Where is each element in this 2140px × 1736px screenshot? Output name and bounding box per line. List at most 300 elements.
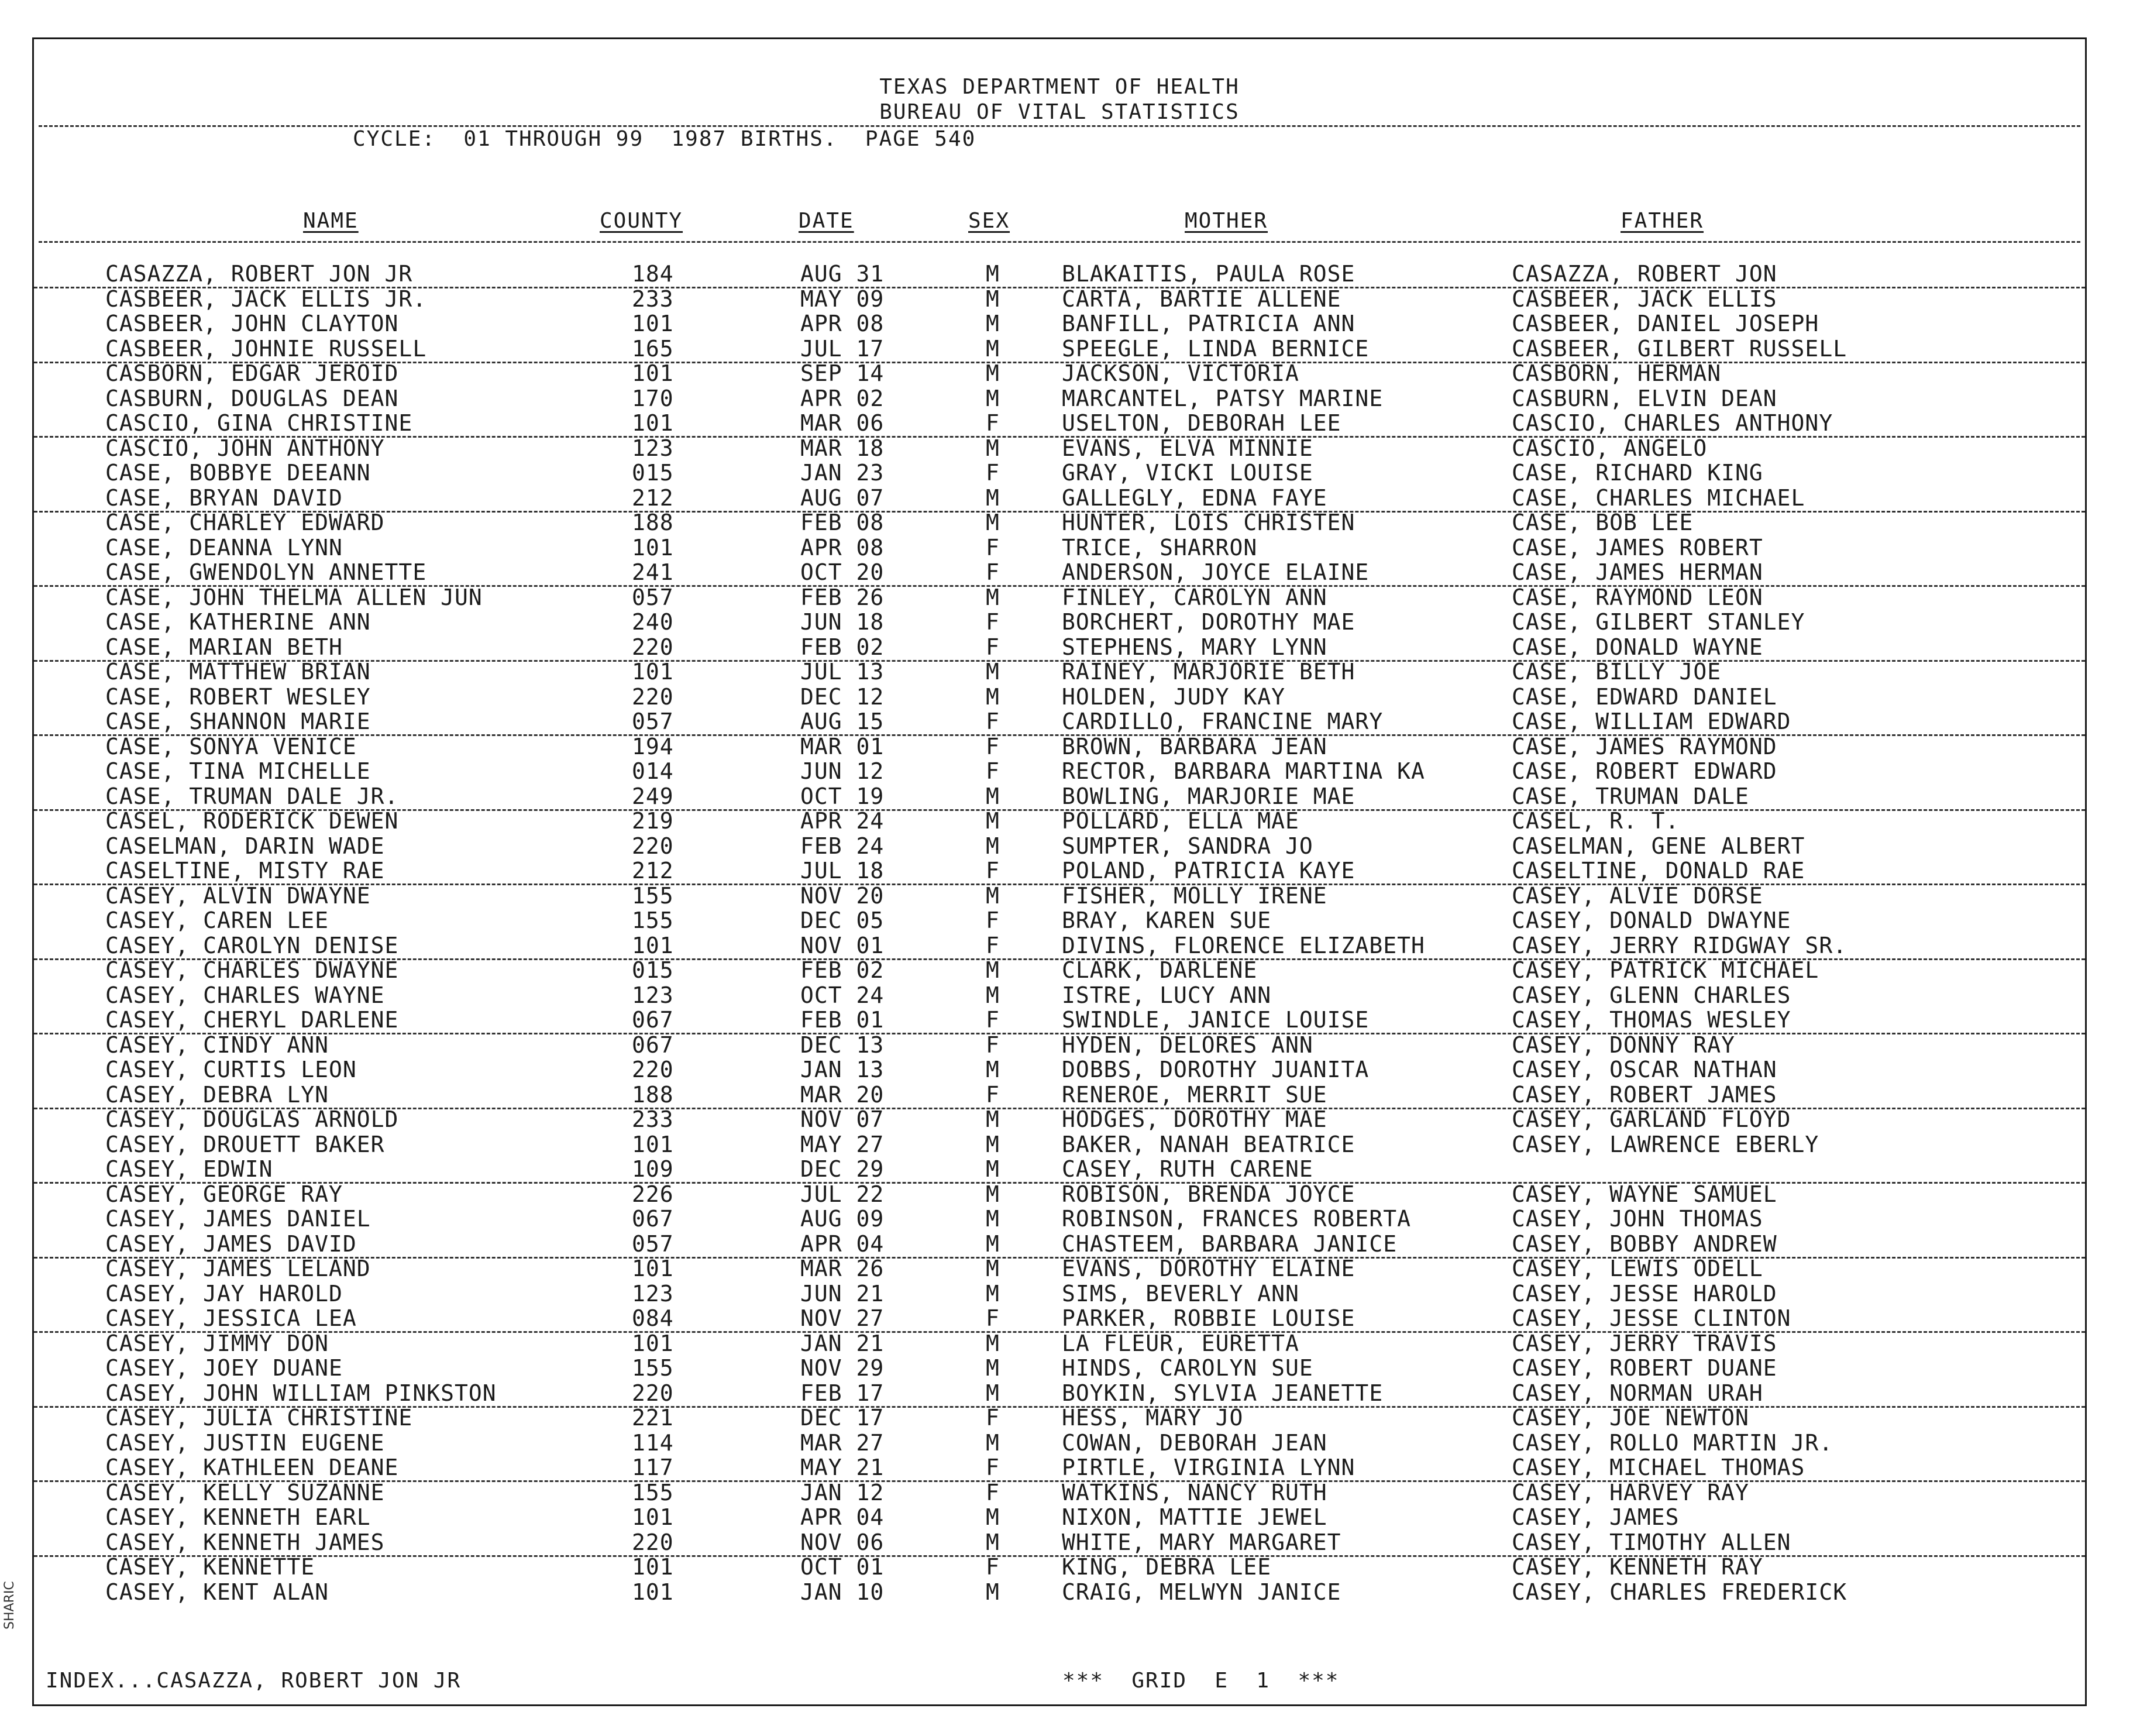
cell-date: NOV 20 (800, 882, 885, 909)
cell-sex: M (986, 385, 1000, 411)
cell-sex: M (986, 1330, 1000, 1356)
cell-county: 123 (632, 435, 674, 461)
cell-name: CASCIO, GINA CHRISTINE (105, 410, 413, 436)
cell-sex: M (986, 1106, 1000, 1132)
table-row (34, 958, 2085, 983)
cell-father: CASEY, THOMAS WESLEY (1512, 1007, 1791, 1033)
table-row (34, 1530, 2085, 1557)
cell-sex: M (986, 957, 1000, 983)
cell-date: AUG 07 (800, 484, 885, 511)
cell-name: CASEY, JAY HAROLD (105, 1280, 343, 1307)
cell-mother: FISHER, MOLLY IRENE (1062, 882, 1327, 909)
cell-county: 233 (632, 286, 674, 312)
cell-sex: M (986, 335, 1000, 362)
cell-date: MAY 27 (800, 1131, 885, 1157)
header-rule-top (39, 125, 2080, 127)
cell-name: CASEY, ALVIN DWAYNE (105, 882, 371, 909)
table-row (34, 386, 2085, 411)
cell-county: 155 (632, 1479, 674, 1505)
cell-mother: HODGES, DOROTHY MAE (1062, 1106, 1327, 1132)
cell-name: CASEY, CINDY ANN (105, 1032, 329, 1058)
cell-sex: F (986, 460, 1000, 486)
cell-mother: BOYKIN, SYLVIA JEANETTE (1062, 1380, 1384, 1406)
table-row (34, 635, 2085, 662)
cell-father: CASE, TRUMAN DALE (1512, 783, 1749, 809)
cell-date: NOV 07 (800, 1106, 885, 1132)
cell-date: DEC 13 (800, 1032, 885, 1058)
cell-sex: M (986, 982, 1000, 1008)
cell-date: APR 08 (800, 534, 885, 561)
cell-county: 249 (632, 783, 674, 809)
cell-name: CASEY, KENNETTE (105, 1554, 315, 1580)
cell-date: DEC 12 (800, 683, 885, 710)
cell-sex: M (986, 484, 1000, 511)
cell-county: 220 (632, 1380, 674, 1406)
cell-name: CASEY, JOHN WILLIAM PINKSTON (105, 1380, 497, 1406)
cell-county: 014 (632, 758, 674, 784)
cell-father: CASEY, GLENN CHARLES (1512, 982, 1791, 1008)
cell-county: 101 (632, 1579, 674, 1605)
cell-sex: M (986, 783, 1000, 809)
cell-father: CASBEER, JACK ELLIS (1512, 286, 1777, 312)
cell-mother: TRICE, SHARRON (1062, 534, 1258, 561)
cell-mother: BANFILL, PATRICIA ANN (1062, 311, 1355, 336)
cell-name: CASEY, KENNETH JAMES (105, 1529, 385, 1555)
cell-father: CASEY, JOE NEWTON (1512, 1405, 1749, 1431)
cell-mother: CLARK, DARLENE (1062, 957, 1258, 983)
cell-county: 101 (632, 932, 674, 958)
cell-mother: COWAN, DEBORAH JEAN (1062, 1429, 1327, 1456)
cell-sex: M (986, 286, 1000, 312)
table-row (34, 311, 2085, 336)
table-row (34, 510, 2085, 535)
table-row (34, 1232, 2085, 1259)
cell-sex: F (986, 858, 1000, 884)
cell-county: 220 (632, 833, 674, 859)
cell-county: 220 (632, 683, 674, 710)
cell-date: MAR 18 (800, 435, 885, 461)
cell-county: 067 (632, 1206, 674, 1232)
cell-sex: M (986, 1057, 1000, 1082)
cell-name: CASEY, CHARLES DWAYNE (105, 957, 399, 983)
cell-sex: M (986, 510, 1000, 535)
cell-date: APR 08 (800, 311, 885, 336)
cell-mother: POLAND, PATRICIA KAYE (1062, 858, 1355, 884)
cell-date: APR 24 (800, 808, 885, 834)
cell-date: JAN 23 (800, 460, 885, 486)
cell-date: JUL 13 (800, 659, 885, 685)
cell-date: NOV 27 (800, 1305, 885, 1331)
cell-name: CASE, MARIAN BETH (105, 634, 343, 660)
cell-sex: F (986, 907, 1000, 933)
table-row (34, 486, 2085, 513)
table-row (34, 1405, 2085, 1431)
table-row (34, 659, 2085, 685)
table-row (34, 884, 2085, 909)
cell-sex: F (986, 932, 1000, 958)
cell-sex: M (986, 1156, 1000, 1182)
cell-date: OCT 19 (800, 783, 885, 809)
cell-date: AUG 09 (800, 1206, 885, 1232)
index-footer: INDEX...CASAZZA, ROBERT JON JR (46, 1669, 462, 1693)
cell-name: CASEY, KENNETH EARL (105, 1504, 371, 1530)
cell-name: CASEY, JAMES LELAND (105, 1256, 371, 1281)
cell-sex: F (986, 1554, 1000, 1580)
cell-date: JUN 21 (800, 1280, 885, 1307)
cell-date: FEB 02 (800, 957, 885, 983)
cell-name: CASEY, KENT ALAN (105, 1579, 329, 1605)
cell-mother: MARCANTEL, PATSY MARINE (1062, 385, 1384, 411)
cell-mother: HYDEN, DELORES ANN (1062, 1032, 1313, 1058)
cell-county: 220 (632, 634, 674, 660)
cell-name: CASE, CHARLEY EDWARD (105, 510, 385, 535)
cell-name: CASE, ROBERT WESLEY (105, 683, 371, 710)
table-row (34, 1505, 2085, 1530)
cell-county: 188 (632, 1081, 674, 1108)
cell-mother: CARDILLO, FRANCINE MARY (1062, 709, 1384, 734)
cell-sex: M (986, 1230, 1000, 1257)
cell-county: 155 (632, 907, 674, 933)
cell-name: CASE, JOHN THELMA ALLEN JUN (105, 584, 483, 610)
cell-county: 123 (632, 1280, 674, 1307)
bureau-title: BUREAU OF VITAL STATISTICS (879, 100, 1240, 124)
cell-sex: M (986, 659, 1000, 685)
cell-father: CASEY, NORMAN URAH (1512, 1380, 1763, 1406)
cell-name: CASE, SHANNON MARIE (105, 709, 371, 734)
cell-sex: M (986, 1280, 1000, 1307)
cell-county: 057 (632, 584, 674, 610)
cell-date: SEP 14 (800, 360, 885, 386)
cell-name: CASEY, EDWIN (105, 1156, 273, 1182)
cell-mother: SWINDLE, JANICE LOUISE (1062, 1007, 1370, 1033)
table-row (34, 535, 2085, 561)
cell-county: 170 (632, 385, 674, 411)
cell-date: NOV 06 (800, 1529, 885, 1555)
cell-mother: RECTOR, BARBARA MARTINA KA (1062, 758, 1425, 784)
cell-mother: PIRTLE, VIRGINIA LYNN (1062, 1455, 1355, 1480)
column-header-mother: MOTHER (1185, 209, 1268, 233)
cell-date: JUN 12 (800, 758, 885, 784)
cell-name: CASEY, JESSICA LEA (105, 1305, 357, 1331)
table-row (34, 983, 2085, 1008)
table-row (34, 1082, 2085, 1109)
cell-county: 101 (632, 1330, 674, 1356)
cell-father: CASEL, R. T. (1512, 808, 1680, 834)
cell-mother: NIXON, MATTIE JEWEL (1062, 1504, 1327, 1530)
cell-mother: CRAIG, MELWYN JANICE (1062, 1579, 1341, 1605)
cell-date: JAN 10 (800, 1579, 885, 1605)
cell-date: DEC 05 (800, 907, 885, 933)
cell-date: OCT 20 (800, 559, 885, 585)
cell-father: CASELMAN, GENE ALBERT (1512, 833, 1805, 859)
cell-mother: SIMS, BEVERLY ANN (1062, 1280, 1299, 1307)
cell-mother: EVANS, ELVA MINNIE (1062, 435, 1313, 461)
cell-sex: F (986, 1479, 1000, 1505)
cell-father: CASEY, OSCAR NATHAN (1512, 1057, 1777, 1082)
cell-father: CASEY, ALVIE DORSE (1512, 882, 1763, 909)
table-row (34, 1057, 2085, 1082)
header-rule-bottom (39, 241, 2080, 243)
cell-date: APR 04 (800, 1504, 885, 1530)
cell-father: CASEY, TIMOTHY ALLEN (1512, 1529, 1791, 1555)
cycle-line: CYCLE: 01 THROUGH 99 1987 BIRTHS. PAGE 540 (353, 127, 976, 151)
cell-date: AUG 31 (800, 261, 885, 287)
cell-date: AUG 15 (800, 709, 885, 734)
table-row (34, 1555, 2085, 1580)
cell-name: CASE, TINA MICHELLE (105, 758, 371, 784)
cell-name: CASEY, KATHLEEN DEANE (105, 1455, 399, 1480)
cell-father: CASBORN, HERMAN (1512, 360, 1722, 386)
cell-date: FEB 24 (800, 833, 885, 859)
cell-mother: ANDERSON, JOYCE ELAINE (1062, 559, 1370, 585)
table-row (34, 1182, 2085, 1207)
cell-mother: BOWLING, MARJORIE MAE (1062, 783, 1355, 809)
cell-county: 101 (632, 360, 674, 386)
cell-father: CASEY, DONNY RAY (1512, 1032, 1736, 1058)
cell-name: CASEY, CURTIS LEON (105, 1057, 357, 1082)
cell-father: CASEY, ROBERT JAMES (1512, 1081, 1777, 1108)
cell-name: CASEY, JUSTIN EUGENE (105, 1429, 385, 1456)
cell-date: DEC 17 (800, 1405, 885, 1431)
cell-father: CASEY, WAYNE SAMUEL (1512, 1181, 1777, 1207)
cell-county: 114 (632, 1429, 674, 1456)
table-row (34, 1206, 2085, 1232)
cell-father: CASEY, BOBBY ANDREW (1512, 1230, 1777, 1257)
cell-father: CASEY, HARVEY RAY (1512, 1479, 1749, 1505)
cell-county: 221 (632, 1405, 674, 1431)
cell-sex: M (986, 1355, 1000, 1381)
cell-name: CASEY, CHERYL DARLENE (105, 1007, 399, 1033)
cell-county: 101 (632, 534, 674, 561)
cell-name: CASAZZA, ROBERT JON JR (105, 261, 413, 287)
cell-county: 057 (632, 709, 674, 734)
cell-mother: SPEEGLE, LINDA BERNICE (1062, 335, 1370, 362)
cell-mother: HOLDEN, JUDY KAY (1062, 683, 1286, 710)
cell-sex: M (986, 1429, 1000, 1456)
cell-sex: M (986, 1504, 1000, 1530)
cell-name: CASEY, DROUETT BAKER (105, 1131, 385, 1157)
cell-name: CASEY, JOEY DUANE (105, 1355, 343, 1381)
cell-sex: M (986, 1579, 1000, 1605)
cell-mother: CASEY, RUTH CARENE (1062, 1156, 1313, 1182)
cell-county: 226 (632, 1181, 674, 1207)
cell-father: CASEY, JAMES (1512, 1504, 1680, 1530)
cell-sex: F (986, 709, 1000, 734)
cell-name: CASE, GWENDOLYN ANNETTE (105, 559, 427, 585)
cell-county: 219 (632, 808, 674, 834)
table-row (34, 336, 2085, 363)
table-row (34, 1455, 2085, 1482)
table-row (34, 834, 2085, 859)
cell-sex: F (986, 733, 1000, 759)
cell-sex: M (986, 808, 1000, 834)
cell-sex: M (986, 360, 1000, 386)
table-row (34, 1256, 2085, 1281)
table-row (34, 1480, 2085, 1505)
column-header-county: COUNTY (600, 209, 683, 233)
cell-sex: M (986, 584, 1000, 610)
cell-mother: HINDS, CAROLYN SUE (1062, 1355, 1313, 1381)
table-row (34, 734, 2085, 759)
table-row (34, 1580, 2085, 1605)
cell-county: 101 (632, 1554, 674, 1580)
column-header-date: DATE (799, 209, 854, 233)
cell-county: 233 (632, 1106, 674, 1132)
cell-name: CASEY, JAMES DAVID (105, 1230, 357, 1257)
cell-father: CASEY, GARLAND FLOYD (1512, 1106, 1791, 1132)
cell-name: CASE, DEANNA LYNN (105, 534, 343, 561)
cell-sex: F (986, 1007, 1000, 1033)
cell-sex: F (986, 1455, 1000, 1480)
cell-mother: BAKER, NANAH BEATRICE (1062, 1131, 1355, 1157)
table-row (34, 262, 2085, 288)
cell-county: 123 (632, 982, 674, 1008)
table-row (34, 411, 2085, 438)
cell-county: 155 (632, 1355, 674, 1381)
cell-name: CASELTINE, MISTY RAE (105, 858, 385, 884)
cell-name: CASBEER, JOHN CLAYTON (105, 311, 399, 336)
cell-sex: M (986, 833, 1000, 859)
cell-date: MAR 27 (800, 1429, 885, 1456)
cell-father: CASELTINE, DONALD RAE (1512, 858, 1805, 884)
table-row (34, 560, 2085, 587)
cell-date: MAR 01 (800, 733, 885, 759)
cell-sex: F (986, 534, 1000, 561)
cell-county: 057 (632, 1230, 674, 1257)
cell-father: CASEY, JESSE HAROLD (1512, 1280, 1777, 1307)
cell-date: FEB 01 (800, 1007, 885, 1033)
cell-sex: M (986, 1256, 1000, 1281)
column-header-father: FATHER (1621, 209, 1704, 233)
cell-sex: M (986, 882, 1000, 909)
cell-county: 184 (632, 261, 674, 287)
cell-sex: M (986, 1181, 1000, 1207)
cell-mother: ISTRE, LUCY ANN (1062, 982, 1272, 1008)
cell-name: CASE, BOBBYE DEEANN (105, 460, 371, 486)
cell-sex: F (986, 758, 1000, 784)
cell-sex: F (986, 1032, 1000, 1058)
cell-name: CASE, TRUMAN DALE JR. (105, 783, 399, 809)
cell-sex: F (986, 559, 1000, 585)
cell-name: CASEY, GEORGE RAY (105, 1181, 343, 1207)
cell-county: 067 (632, 1032, 674, 1058)
cell-name: CASE, BRYAN DAVID (105, 484, 343, 511)
cell-sex: F (986, 410, 1000, 436)
cell-date: MAR 26 (800, 1256, 885, 1281)
cell-mother: BROWN, BARBARA JEAN (1062, 733, 1327, 759)
cell-father: CASE, RAYMOND LEON (1512, 584, 1763, 610)
cell-date: FEB 26 (800, 584, 885, 610)
table-row (34, 685, 2085, 710)
cell-county: 165 (632, 335, 674, 362)
cell-mother: JACKSON, VICTORIA (1062, 360, 1299, 386)
table-row (34, 933, 2085, 960)
cell-mother: ROBINSON, FRANCES ROBERTA (1062, 1206, 1411, 1232)
cell-name: CASEY, JIMMY DON (105, 1330, 329, 1356)
grid-footer: *** GRID E 1 *** (1062, 1669, 1340, 1693)
cell-sex: M (986, 435, 1000, 461)
cell-date: DEC 29 (800, 1156, 885, 1182)
cell-name: CASEY, KELLY SUZANNE (105, 1479, 385, 1505)
cell-name: CASEY, JAMES DANIEL (105, 1206, 371, 1232)
cell-mother: LA FLEUR, EURETTA (1062, 1330, 1299, 1356)
cell-mother: GALLEGLY, EDNA FAYE (1062, 484, 1327, 511)
table-row (34, 1107, 2085, 1132)
cell-date: MAY 09 (800, 286, 885, 312)
cell-date: NOV 01 (800, 932, 885, 958)
cell-date: FEB 17 (800, 1380, 885, 1406)
cell-mother: WHITE, MARY MARGARET (1062, 1529, 1341, 1555)
cell-sex: F (986, 609, 1000, 635)
cell-date: JUL 17 (800, 335, 885, 362)
cell-name: CASEY, CAROLYN DENISE (105, 932, 399, 958)
cell-name: CASELMAN, DARIN WADE (105, 833, 385, 859)
cell-sex: M (986, 261, 1000, 287)
cell-name: CASEY, CAREN LEE (105, 907, 329, 933)
cell-county: 067 (632, 1007, 674, 1033)
cell-father: CASEY, LEWIS ODELL (1512, 1256, 1763, 1281)
cell-date: MAY 21 (800, 1455, 885, 1480)
cell-date: APR 04 (800, 1230, 885, 1257)
cell-county: 015 (632, 460, 674, 486)
cell-father: CASEY, DONALD DWAYNE (1512, 907, 1791, 933)
cell-mother: KING, DEBRA LEE (1062, 1554, 1272, 1580)
cell-sex: M (986, 683, 1000, 710)
cell-county: 188 (632, 510, 674, 535)
cell-sex: M (986, 1380, 1000, 1406)
cell-sex: M (986, 311, 1000, 336)
cell-county: 220 (632, 1529, 674, 1555)
cell-mother: PARKER, ROBBIE LOUISE (1062, 1305, 1355, 1331)
cell-sex: M (986, 1206, 1000, 1232)
table-row (34, 858, 2085, 885)
table-row (34, 1281, 2085, 1307)
cell-date: JAN 13 (800, 1057, 885, 1082)
cell-father: CASEY, CHARLES FREDERICK (1512, 1579, 1847, 1605)
side-stamp: SHARIC (2, 1581, 17, 1630)
cell-date: FEB 08 (800, 510, 885, 535)
cell-county: 241 (632, 559, 674, 585)
cell-mother: EVANS, DOROTHY ELAINE (1062, 1256, 1355, 1281)
cell-mother: HESS, MARY JO (1062, 1405, 1244, 1431)
cell-name: CASCIO, JOHN ANTHONY (105, 435, 385, 461)
cell-father: CASE, EDWARD DANIEL (1512, 683, 1777, 710)
cell-father: CASE, DONALD WAYNE (1512, 634, 1763, 660)
table-row (34, 1306, 2085, 1333)
cell-county: 155 (632, 882, 674, 909)
cell-father: CASBEER, DANIEL JOSEPH (1512, 311, 1819, 336)
cell-county: 194 (632, 733, 674, 759)
cell-date: NOV 29 (800, 1355, 885, 1381)
cell-date: OCT 01 (800, 1554, 885, 1580)
cell-county: 101 (632, 659, 674, 685)
table-row (34, 908, 2085, 933)
cell-date: APR 02 (800, 385, 885, 411)
cell-father: CASCIO, ANGELO (1512, 435, 1708, 461)
cell-sex: F (986, 1305, 1000, 1331)
cell-father: CASE, CHARLES MICHAEL (1512, 484, 1805, 511)
cell-name: CASEY, DEBRA LYN (105, 1081, 329, 1108)
cell-name: CASBEER, JOHNIE RUSSELL (105, 335, 427, 362)
cell-sex: F (986, 1405, 1000, 1431)
cell-name: CASEL, RODERICK DEWEN (105, 808, 399, 834)
cell-father: CASEY, JERRY RIDGWAY SR. (1512, 932, 1847, 958)
cell-county: 101 (632, 410, 674, 436)
cell-father: CASE, JAMES HERMAN (1512, 559, 1763, 585)
table-row (34, 610, 2085, 635)
table-row (34, 1132, 2085, 1157)
cell-mother: RAINEY, MARJORIE BETH (1062, 659, 1355, 685)
